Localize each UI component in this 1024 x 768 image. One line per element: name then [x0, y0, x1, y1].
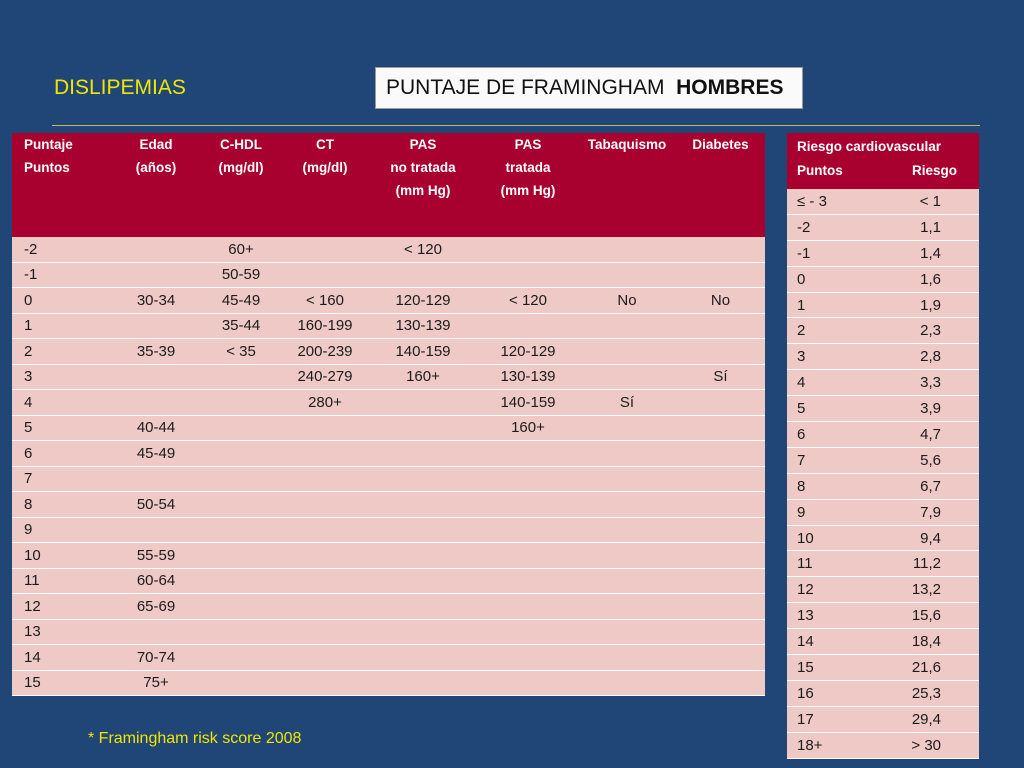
- table-cell: 75+: [112, 670, 200, 696]
- table-cell: 35-44: [200, 313, 282, 339]
- risk-row: [787, 292, 979, 318]
- table-cell: 8: [12, 492, 112, 518]
- table-cell: 60+: [200, 237, 282, 262]
- risk-points-cell: 0: [787, 266, 883, 292]
- table-cell: Sí: [578, 390, 676, 416]
- table-cell: [578, 492, 676, 518]
- risk-value-cell: 5,6: [883, 447, 979, 473]
- risk-row: [787, 396, 979, 422]
- table-row: [12, 441, 765, 467]
- risk-points-cell: -2: [787, 214, 883, 240]
- risk-points-cell: 5: [787, 396, 883, 422]
- risk-value-cell: 6,7: [883, 473, 979, 499]
- table-cell: [478, 262, 578, 288]
- risk-value-cell: 2,3: [883, 318, 979, 344]
- table-cell: Sí: [676, 364, 765, 390]
- table-cell: 45-49: [112, 441, 200, 467]
- risk-value-cell: 3,9: [883, 396, 979, 422]
- table-cell: [676, 517, 765, 543]
- table-cell: No: [676, 288, 765, 314]
- table-cell: [676, 441, 765, 467]
- table-cell: [200, 492, 282, 518]
- table-cell: 160+: [368, 364, 478, 390]
- table-row: [12, 543, 765, 569]
- table-cell: [368, 543, 478, 569]
- risk-table: [787, 133, 979, 759]
- risk-value-cell: 4,7: [883, 422, 979, 448]
- risk-value-cell: 7,9: [883, 499, 979, 525]
- risk-value-cell: 1,4: [883, 240, 979, 266]
- risk-row: [787, 318, 979, 344]
- risk-row: [787, 240, 979, 266]
- risk-row: [787, 214, 979, 240]
- table-cell: [676, 543, 765, 569]
- table-cell: 70-74: [112, 645, 200, 671]
- table-cell: [112, 466, 200, 492]
- table-cell: [578, 594, 676, 620]
- column-header-line: CT: [316, 137, 334, 152]
- table-cell: < 120: [478, 288, 578, 314]
- risk-row: [787, 732, 979, 758]
- table-cell: [112, 517, 200, 543]
- table-cell: 160+: [478, 415, 578, 441]
- table-cell: [676, 492, 765, 518]
- risk-value-cell: 1,1: [883, 214, 979, 240]
- table-cell: [282, 492, 368, 518]
- table-cell: < 35: [200, 339, 282, 365]
- table-cell: [368, 466, 478, 492]
- table-cell: 65-69: [112, 594, 200, 620]
- column-header: [200, 133, 282, 237]
- table-cell: 140-159: [478, 390, 578, 416]
- table-cell: [578, 568, 676, 594]
- table-row: [12, 619, 765, 645]
- table-cell: < 160: [282, 288, 368, 314]
- risk-value-cell: < 1: [883, 189, 979, 214]
- table-cell: [282, 543, 368, 569]
- column-header-line: tratada: [505, 160, 551, 175]
- table-cell: [200, 568, 282, 594]
- table-cell: [112, 364, 200, 390]
- risk-points-cell: 9: [787, 499, 883, 525]
- table-cell: [112, 619, 200, 645]
- table-cell: 10: [12, 543, 112, 569]
- table-cell: 130-139: [368, 313, 478, 339]
- risk-value-cell: > 30: [883, 732, 979, 758]
- table-cell: [676, 237, 765, 262]
- table-cell: [112, 262, 200, 288]
- risk-points-cell: 17: [787, 706, 883, 732]
- table-cell: [368, 594, 478, 620]
- framingham-points-table: [12, 133, 765, 696]
- table-cell: 50-54: [112, 492, 200, 518]
- table-cell: [368, 492, 478, 518]
- table-row: [12, 415, 765, 441]
- risk-points-cell: 11: [787, 551, 883, 577]
- slide-title-main: PUNTAJE DE FRAMINGHAM: [386, 76, 665, 99]
- column-header-line: (años): [135, 160, 177, 175]
- column-header: [112, 133, 200, 237]
- table-cell: [478, 543, 578, 569]
- table-cell: [282, 517, 368, 543]
- risk-points-cell: 16: [787, 680, 883, 706]
- table-row: [12, 594, 765, 620]
- risk-table-body: [787, 189, 979, 758]
- column-header-line: PAS: [409, 137, 437, 152]
- column-header: [478, 133, 578, 237]
- table-header-row: [12, 133, 765, 237]
- table-cell: 7: [12, 466, 112, 492]
- table-cell: [478, 492, 578, 518]
- risk-points-cell: 13: [787, 603, 883, 629]
- risk-row: [787, 680, 979, 706]
- column-header-line: Tabaquismo: [587, 137, 667, 152]
- column-header: [12, 133, 112, 237]
- risk-value-cell: 3,3: [883, 370, 979, 396]
- risk-row: [787, 706, 979, 732]
- slide-title-bold: HOMBRES: [676, 76, 784, 99]
- table-cell: 9: [12, 517, 112, 543]
- table-cell: 120-129: [478, 339, 578, 365]
- risk-points-cell: ≤ - 3: [787, 189, 883, 214]
- table-cell: [676, 466, 765, 492]
- table-cell: [200, 390, 282, 416]
- risk-row: [787, 370, 979, 396]
- table-cell: [676, 313, 765, 339]
- table-row: [12, 262, 765, 288]
- table-cell: [282, 619, 368, 645]
- table-cell: [676, 390, 765, 416]
- table-cell: 2: [12, 339, 112, 365]
- table-cell: [478, 517, 578, 543]
- table-row: [12, 492, 765, 518]
- table-cell: [478, 237, 578, 262]
- table-cell: [200, 466, 282, 492]
- column-header: [282, 133, 368, 237]
- table-cell: [478, 568, 578, 594]
- table-cell: [368, 645, 478, 671]
- table-cell: [368, 619, 478, 645]
- column-header-line: Edad: [139, 137, 173, 152]
- table-cell: [578, 237, 676, 262]
- table-cell: [112, 390, 200, 416]
- table-cell: 280+: [282, 390, 368, 416]
- table-row: [12, 390, 765, 416]
- table-cell: [368, 670, 478, 696]
- table-cell: -1: [12, 262, 112, 288]
- table-cell: [676, 568, 765, 594]
- table-row: [12, 645, 765, 671]
- table-cell: [200, 645, 282, 671]
- table-cell: [676, 415, 765, 441]
- risk-value-cell: 29,4: [883, 706, 979, 732]
- table-cell: [578, 339, 676, 365]
- table-cell: [282, 645, 368, 671]
- risk-row: [787, 344, 979, 370]
- risk-value-cell: 13,2: [883, 577, 979, 603]
- table-cell: [282, 237, 368, 262]
- column-header: [676, 133, 765, 237]
- table-cell: [200, 364, 282, 390]
- risk-value-cell: 15,6: [883, 603, 979, 629]
- risk-row: [787, 629, 979, 655]
- risk-row: [787, 447, 979, 473]
- table-cell: [578, 262, 676, 288]
- table-row: [12, 670, 765, 696]
- table-cell: 55-59: [112, 543, 200, 569]
- risk-value-cell: 25,3: [883, 680, 979, 706]
- column-header-line: C-HDL: [220, 137, 262, 152]
- table-cell: 0: [12, 288, 112, 314]
- risk-value-cell: 18,4: [883, 629, 979, 655]
- table-cell: [578, 441, 676, 467]
- table-cell: [282, 568, 368, 594]
- table-cell: 60-64: [112, 568, 200, 594]
- table-cell: 1: [12, 313, 112, 339]
- table-cell: 45-49: [200, 288, 282, 314]
- table-cell: [282, 670, 368, 696]
- risk-value-cell: 1,9: [883, 292, 979, 318]
- table-cell: [578, 619, 676, 645]
- risk-value-cell: 1,6: [883, 266, 979, 292]
- table-body: [12, 237, 765, 696]
- table-row: [12, 339, 765, 365]
- table-cell: 4: [12, 390, 112, 416]
- column-header-line: (mm Hg): [500, 183, 556, 198]
- table-cell: [578, 670, 676, 696]
- column-header-line: no tratada: [390, 160, 456, 175]
- column-header: [368, 133, 478, 237]
- table-cell: 50-59: [200, 262, 282, 288]
- column-header-line: PAS: [514, 137, 542, 152]
- table-cell: 12: [12, 594, 112, 620]
- table-cell: [282, 441, 368, 467]
- table-cell: [676, 645, 765, 671]
- risk-points-cell: 18+: [787, 732, 883, 758]
- table-cell: [368, 568, 478, 594]
- table-cell: 160-199: [282, 313, 368, 339]
- table-cell: [478, 313, 578, 339]
- table-cell: < 120: [368, 237, 478, 262]
- risk-row: [787, 603, 979, 629]
- risk-header-title: Riesgo cardiovascular: [797, 139, 942, 154]
- table-cell: 13: [12, 619, 112, 645]
- table-cell: 15: [12, 670, 112, 696]
- risk-points-cell: 8: [787, 473, 883, 499]
- table-cell: 5: [12, 415, 112, 441]
- table-cell: [282, 466, 368, 492]
- table-cell: 11: [12, 568, 112, 594]
- table-cell: [200, 415, 282, 441]
- table-row: [12, 237, 765, 262]
- risk-row: [787, 422, 979, 448]
- table-cell: 120-129: [368, 288, 478, 314]
- risk-row: [787, 499, 979, 525]
- table-cell: [578, 466, 676, 492]
- table-cell: No: [578, 288, 676, 314]
- column-header: [578, 133, 676, 237]
- risk-header-risk: Riesgo: [912, 163, 958, 178]
- table-cell: 30-34: [112, 288, 200, 314]
- table-cell: [112, 313, 200, 339]
- table-cell: [478, 645, 578, 671]
- table-cell: [282, 415, 368, 441]
- table-cell: [676, 262, 765, 288]
- risk-value-cell: 2,8: [883, 344, 979, 370]
- table-cell: [200, 517, 282, 543]
- risk-row: [787, 473, 979, 499]
- table-cell: [282, 262, 368, 288]
- table-cell: [282, 594, 368, 620]
- risk-row: [787, 525, 979, 551]
- table-cell: -2: [12, 237, 112, 262]
- table-cell: [676, 670, 765, 696]
- table-cell: 140-159: [368, 339, 478, 365]
- column-header-line: Puntaje: [24, 137, 73, 152]
- table-cell: [478, 619, 578, 645]
- risk-points-cell: 10: [787, 525, 883, 551]
- table-cell: [200, 670, 282, 696]
- table-cell: [200, 594, 282, 620]
- table-cell: 14: [12, 645, 112, 671]
- table-cell: [478, 594, 578, 620]
- table-row: [12, 288, 765, 314]
- table-cell: 3: [12, 364, 112, 390]
- risk-points-cell: 7: [787, 447, 883, 473]
- column-header-line: Diabetes: [692, 137, 749, 152]
- risk-row: [787, 655, 979, 681]
- table-cell: 240-279: [282, 364, 368, 390]
- table-cell: 35-39: [112, 339, 200, 365]
- table-cell: [478, 466, 578, 492]
- table-cell: [112, 237, 200, 262]
- column-header-line: Puntos: [24, 160, 70, 175]
- divider-line: [52, 125, 980, 126]
- table-cell: [578, 364, 676, 390]
- table-row: [12, 364, 765, 390]
- risk-points-cell: 4: [787, 370, 883, 396]
- risk-header-points: Puntos: [797, 163, 843, 178]
- table-cell: [200, 441, 282, 467]
- table-cell: 6: [12, 441, 112, 467]
- table-cell: [200, 619, 282, 645]
- table-cell: 130-139: [478, 364, 578, 390]
- table-cell: [578, 313, 676, 339]
- risk-row: [787, 266, 979, 292]
- table-cell: [578, 415, 676, 441]
- table-cell: [200, 543, 282, 569]
- table-cell: [368, 517, 478, 543]
- footnote: * Framingham risk score 2008: [88, 730, 302, 747]
- table-cell: [676, 339, 765, 365]
- column-header-line: (mg/dl): [302, 160, 348, 175]
- table-cell: [478, 441, 578, 467]
- slide-title: [375, 67, 803, 109]
- risk-points-cell: 3: [787, 344, 883, 370]
- risk-table-header: [787, 133, 979, 189]
- risk-points-cell: 1: [787, 292, 883, 318]
- table-cell: [676, 594, 765, 620]
- table-row: [12, 517, 765, 543]
- risk-points-cell: -1: [787, 240, 883, 266]
- table-cell: [676, 619, 765, 645]
- risk-row: [787, 189, 979, 214]
- risk-value-cell: 9,4: [883, 525, 979, 551]
- table-cell: [368, 262, 478, 288]
- table-cell: 200-239: [282, 339, 368, 365]
- table-cell: [578, 645, 676, 671]
- column-header-line: (mm Hg): [395, 183, 451, 198]
- risk-points-cell: 15: [787, 655, 883, 681]
- table-row: [12, 568, 765, 594]
- risk-points-cell: 6: [787, 422, 883, 448]
- section-title: DISLIPEMIAS: [54, 76, 186, 99]
- table-cell: [578, 543, 676, 569]
- risk-row: [787, 577, 979, 603]
- table-row: [12, 466, 765, 492]
- table-row: [12, 313, 765, 339]
- risk-points-cell: 12: [787, 577, 883, 603]
- risk-row: [787, 551, 979, 577]
- table-cell: [578, 517, 676, 543]
- column-header-line: (mg/dl): [218, 160, 264, 175]
- table-cell: [368, 415, 478, 441]
- table-cell: [478, 670, 578, 696]
- risk-points-cell: 14: [787, 629, 883, 655]
- risk-value-cell: 21,6: [883, 655, 979, 681]
- table-cell: [368, 441, 478, 467]
- table-cell: 40-44: [112, 415, 200, 441]
- risk-points-cell: 2: [787, 318, 883, 344]
- table-cell: [368, 390, 478, 416]
- risk-value-cell: 11,2: [883, 551, 979, 577]
